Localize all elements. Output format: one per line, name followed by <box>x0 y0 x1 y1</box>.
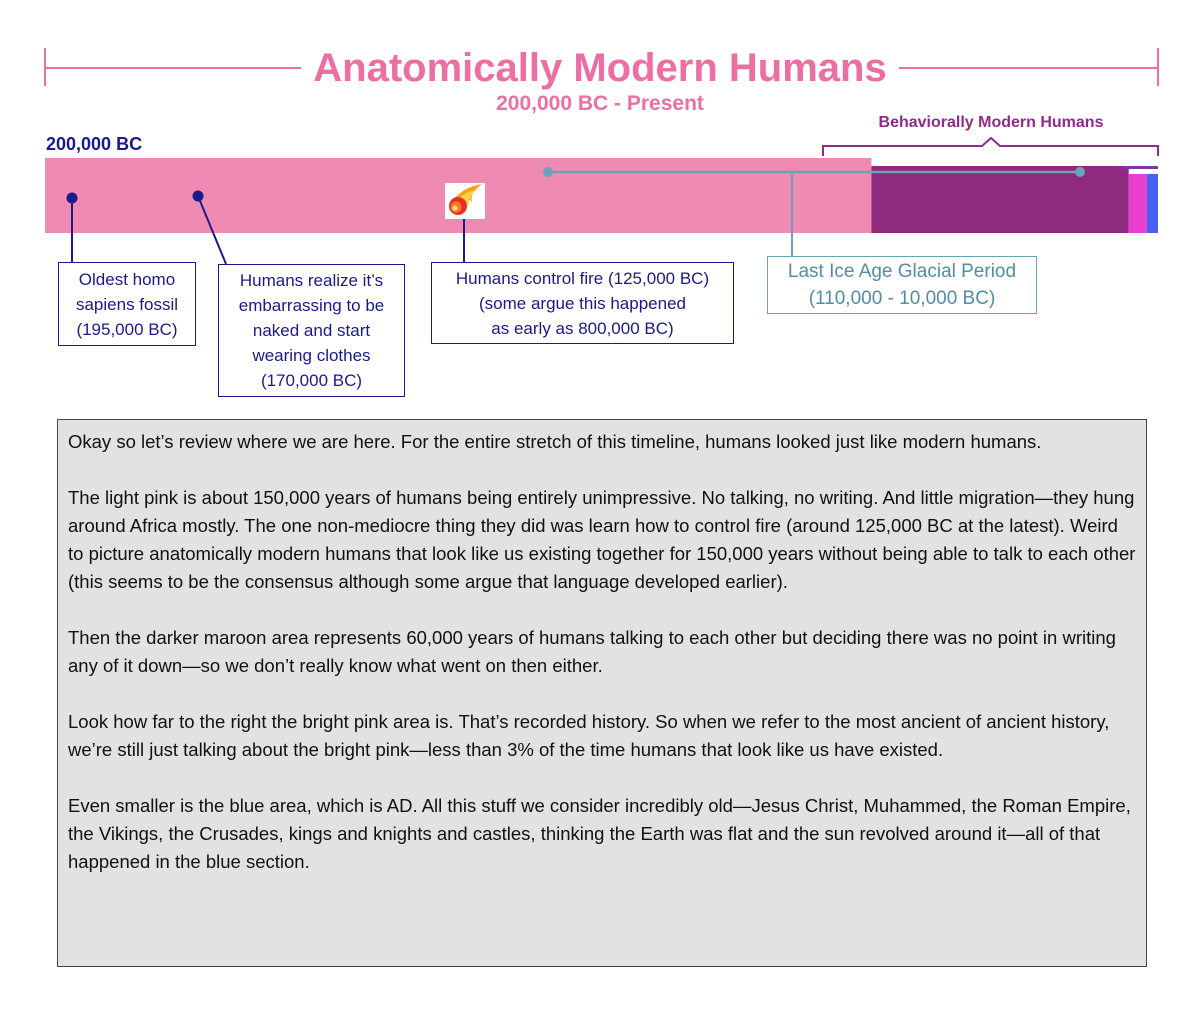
description-paragraph: Then the darker maroon area represents 60,000 years of humans talking to each other but deciding there was no point in writing any of it down—so we don’t really know what went on then either. <box>68 627 1116 676</box>
page-title: Anatomically Modern Humans <box>0 44 1200 92</box>
behaviorally-modern-bracket <box>823 138 1158 156</box>
timeline-segment-maroon <box>871 166 1128 233</box>
timeline-segment-bright-pink <box>1129 174 1147 233</box>
description-paragraph: The light pink is about 150,000 years of humans being entirely unimpressive. No talking, no writing. And little migration—they hung around Africa mostly. The one non-mediocre thing they did was learn how to control fire (around 125,000 BC at the latest). Weird to picture anatomically modern humans that look like us existing together for 150,000 years without being able to talk to each other (this seems to be the consensus although some argue that language developed earlier). <box>68 487 1136 592</box>
timeline <box>0 0 1200 420</box>
timeline-start-label: 200,000 BC <box>46 134 143 154</box>
fire-icon <box>445 183 485 219</box>
description-box <box>57 419 1147 967</box>
description-paragraph: Look how far to the right the bright pink area is. That’s recorded history. So when we refer to the most ancient of ancient history, we’re still just talking about the bright pink—less than 3% of the time humans that look like us have existed. <box>68 711 1110 760</box>
event-box-clothes: Humans realize it’s embarrassing to be naked and start wearing clothes (170,000 BC) <box>218 264 405 397</box>
event-box-fossil: Oldest homo sapiens fossil (195,000 BC) <box>58 262 196 346</box>
page-subtitle: 200,000 BC - Present <box>496 92 704 115</box>
description-paragraph: Okay so let’s review where we are here. For the entire stretch of this timeline, humans looked just like modern humans. <box>68 431 1042 452</box>
timeline-segment-blue <box>1147 174 1158 233</box>
timeline-segment-edge <box>1123 166 1158 169</box>
description-paragraph: Even smaller is the blue area, which is AD. All this stuff we consider incredibly old—Jesus Christ, Muhammed, the Roman Empire, the Vikings, the Crusades, kings and knights and castles, thinking the Earth was flat and the sun revolved around it—all of that happened in the blue section. <box>68 795 1131 872</box>
event-box-fire: Humans control fire (125,000 BC) (some argue this happened as early as 800,000 BC) <box>431 262 734 344</box>
event-box-ice-age: Last Ice Age Glacial Period (110,000 - 10,000 BC) <box>767 256 1037 314</box>
behaviorally-modern-label: Behaviorally Modern Humans <box>878 114 1104 131</box>
